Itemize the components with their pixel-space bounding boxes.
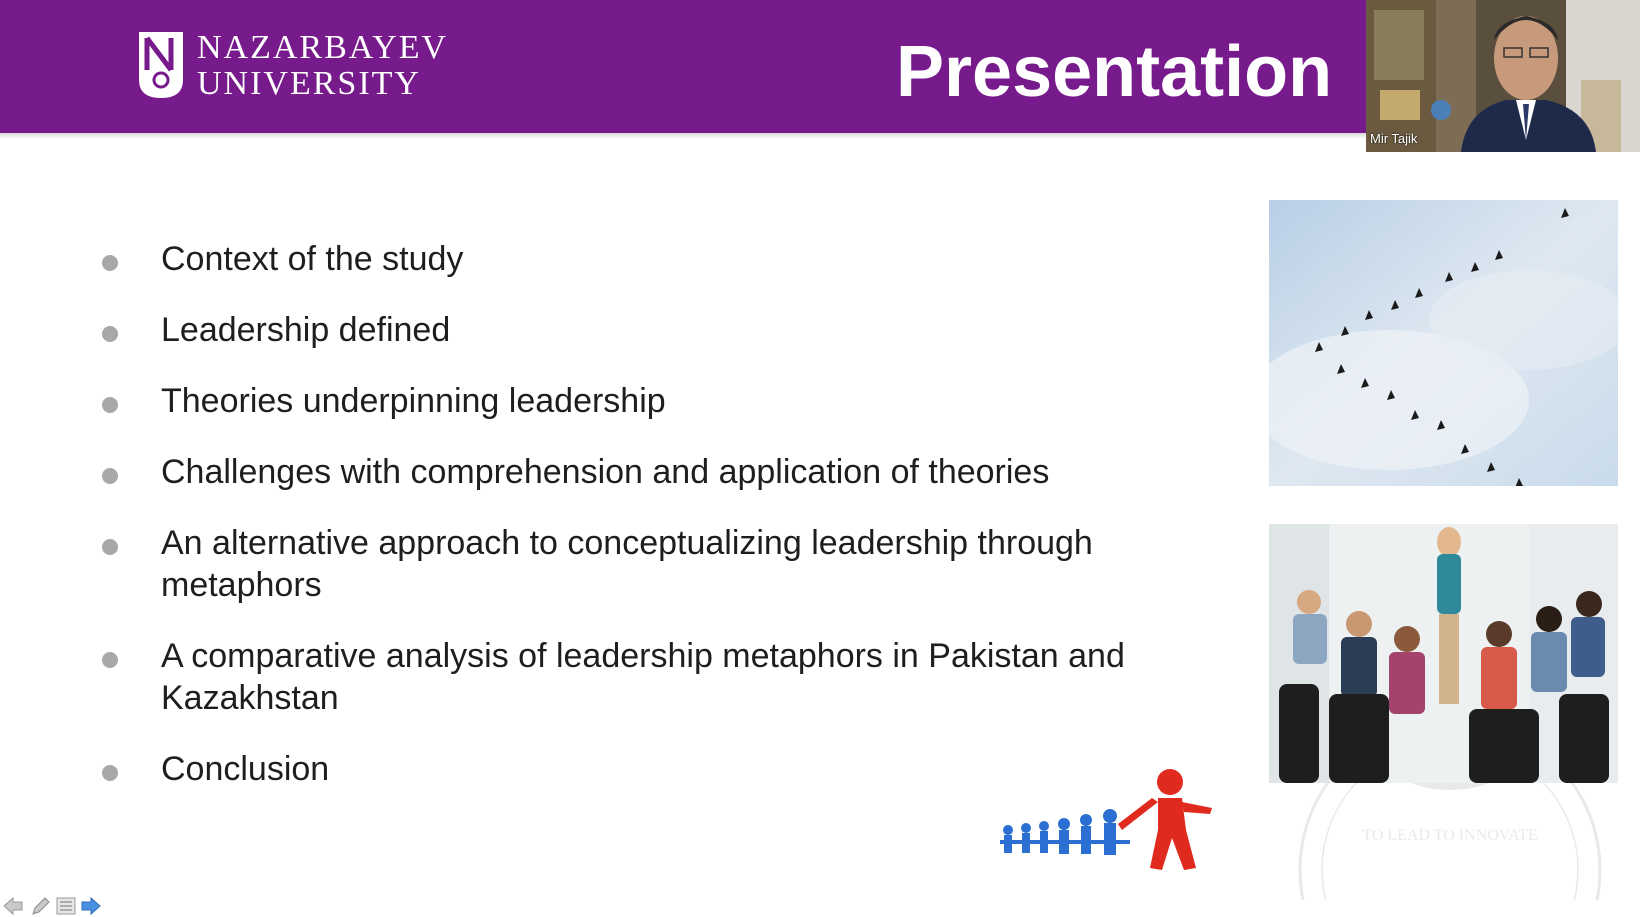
bullet-icon (102, 397, 118, 413)
list-item-text: Theories underpinning leadership (161, 382, 666, 420)
university-emblem-icon (137, 30, 185, 100)
slideshow-nav (0, 895, 110, 917)
list-item (100, 635, 1180, 719)
bullet-icon (102, 765, 118, 781)
list-item-text: A comparative analysis of leadership metaphors in Pakistan and Kazakhstan (161, 637, 1125, 717)
list-item-text: Leadership defined (161, 311, 451, 349)
leader-clipart-icon (1000, 768, 1220, 878)
bullet-icon (102, 326, 118, 342)
bullet-icon (102, 468, 118, 484)
bullet-icon (102, 652, 118, 668)
agenda-list (100, 238, 1180, 819)
list-item (100, 309, 1180, 351)
participant-name-label: Mir Tajik (1370, 131, 1418, 146)
list-item-text: An alternative approach to conceptualizing leadership through metaphors (161, 524, 1093, 604)
meeting-group-image (1269, 524, 1618, 783)
participant-video[interactable] (1366, 0, 1640, 152)
meeting-photo (1269, 524, 1618, 783)
birds-photo (1269, 200, 1618, 486)
pen-icon[interactable] (30, 895, 52, 917)
participant-video-feed (1366, 0, 1640, 152)
list-item-text: Context of the study (161, 240, 464, 278)
bullet-icon (102, 539, 118, 555)
logo-line-2: UNIVERSITY (197, 65, 421, 102)
list-item (100, 451, 1180, 493)
list-item (100, 380, 1180, 422)
list-item-text: Conclusion (161, 750, 330, 788)
seal-text: TO LEAD TO INNOVATE (1362, 827, 1538, 844)
arrow-right-icon[interactable] (80, 895, 102, 917)
birds-flock-image (1269, 200, 1618, 486)
logo-line-1: NAZARBAYEV (197, 29, 449, 66)
list-item (100, 522, 1180, 606)
list-item (100, 238, 1180, 280)
menu-icon[interactable] (55, 895, 77, 917)
arrow-left-icon[interactable] (2, 895, 24, 917)
slide-title: Presentation (896, 32, 1333, 112)
bullet-icon (102, 255, 118, 271)
university-logo (137, 30, 457, 102)
list-item-text: Challenges with comprehension and application of theories (161, 453, 1050, 491)
